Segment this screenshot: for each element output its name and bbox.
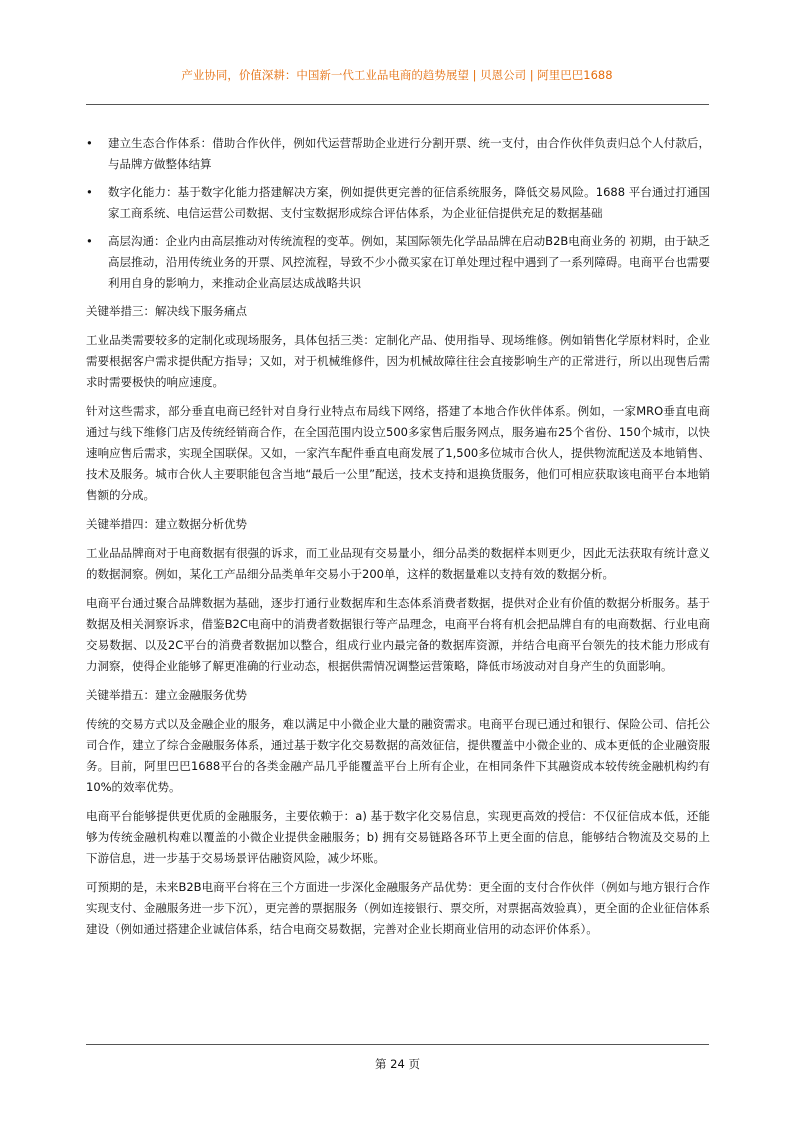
paragraph: 电商平台通过聚合品牌数据为基础，逐步打通行业数据库和生态体系消费者数据，提供对企业有价值的数据分析服务。基于数据及相关洞察诉求，借鉴B2C电商中的消费者数据银行等产品理念，电商平台将有机会把品牌自有的电商数据、行业电商交易数据、以及2C平台的消费者数据加以整合，组成行业内最完备的数据库资源，并结合电商平台领先的技术能力形成有力洞察，使得企业能够了解更准确的行业动态，根据供需情况调整运营策略，降低市场波动对自身产生的负面影响。 xyxy=(86,596,710,673)
page-header: 产业协同，价值深耕：中国新一代工业品电商的趋势展望 | 贝恩公司 | 阿里巴巴1688 xyxy=(181,68,613,82)
bullet-text: 建立生态合作体系：借助合作伙伴，例如代运营帮助企业进行分割开票、统一支付，由合作伙伴负责归总个人付款后，与品牌方做整体结算 xyxy=(108,136,710,171)
list-item xyxy=(86,182,710,224)
paragraph: 针对这些需求，部分垂直电商已经针对自身行业特点布局线下网络，搭建了本地合作伙伴体系。例如，一家MRO垂直电商通过与线下维修门店及传统经销商合作，在全国范围内设立500多家售后服务网点，服务遍布25个省份、150个城市，以快速响应售后需求，实现全国联保。又如，一家汽车配件垂直电商发展了1,500多位城市合伙人，提供物流配送及本地销售、技术及服务。城市合伙人主要职能包含当地“最后一公里”配送，技术支持和退换货服务，他们可相应获取该电商平台本地销售额的分成。 xyxy=(86,404,710,502)
bullet-text: 数字化能力：基于数字化能力搭建解决方案，例如提供更完善的征信系统服务，降低交易风险。1688 平台通过打通国家工商系统、电信运营公司数据、支付宝数据形成综合评估体系，为企业征信提供充足的数据基础 xyxy=(108,185,710,220)
paragraph: 工业品品牌商对于电商数据有很强的诉求，而工业品现有交易量小，细分品类的数据样本则更少，因此无法获取有统计意义的数据洞察。例如，某化工产品细分品类单年交易小于200单，这样的数据量难以支持有效的数据分析。 xyxy=(86,546,710,581)
paragraph: 电商平台能够提供更优质的金融服务，主要依赖于：a) 基于数字化交易信息，实现更高效的授信：不仅征信成本低，还能够为传统金融机构难以覆盖的小微企业提供金融服务；b) 拥有交易链路各环节上更全面的信息，能够结合物流及交易的上下游信息，进一步基于交易场景评估融资风险，减少坏账。 xyxy=(86,809,710,865)
paragraph: 可预期的是，未来B2B电商平台将在三个方面进一步深化金融服务产品优势：更全面的支付合作伙伴（例如与地方银行合作实现支付、金融服务进一步下沉），更完善的票据服务（例如连接银行、票交所，对票据高效验真），更全面的企业征信体系建设（例如通过搭建企业诚信体系，结合电商交易数据，完善对企业长期商业信用的动态评价体系）。 xyxy=(86,880,710,936)
main-content xyxy=(86,133,710,948)
bullet-text: 高层沟通：企业内由高层推动对传统流程的变革。例如，某国际领先化学品品牌在启动B2B电商业务的 初期，由于缺乏高层推动，沿用传统业务的开票、风控流程，导致不少小微买家在订单处理过程中遇到了一系列障碍。电商平台也需要利用自身的影响力，来推动企业高层达成战略共识 xyxy=(108,234,710,290)
paragraph: 工业品类需要较多的定制化或现场服务，具体包括三类：定制化产品、使用指导、现场维修。例如销售化学原材料时，企业需要根据客户需求提供配方指导；又如，对于机械维修件，因为机械故障往往会直接影响生产的正常进行，所以出现售后需求时需要极快的响应速度。 xyxy=(86,333,710,389)
list-item xyxy=(86,133,710,175)
bullet-marker: • xyxy=(86,234,93,248)
section-heading: 关键举措五：建立金融服务优势 xyxy=(86,688,247,702)
bullet-marker: • xyxy=(86,185,93,199)
footer-divider xyxy=(86,1044,709,1045)
bullet-marker: • xyxy=(86,136,93,150)
header-divider xyxy=(86,104,709,105)
section-heading: 关键举措三：解决线下服务痛点 xyxy=(86,304,247,318)
list-item xyxy=(86,231,710,294)
page-number: 第 24 页 xyxy=(375,1057,420,1071)
paragraph: 传统的交易方式以及金融企业的服务，难以满足中小微企业大量的融资需求。电商平台现已通过和银行、保险公司、信托公司合作，建立了综合金融服务体系，通过基于数字化交易数据的高效征信，提供覆盖中小微企业的、成本更低的企业融资服务。目前，阿里巴巴1688平台的各类金融产品几乎能覆盖平台上所有企业，在相同条件下其融资成本较传统金融机构约有10%的效率优势。 xyxy=(86,717,710,794)
section-heading: 关键举措四：建立数据分析优势 xyxy=(86,517,247,531)
